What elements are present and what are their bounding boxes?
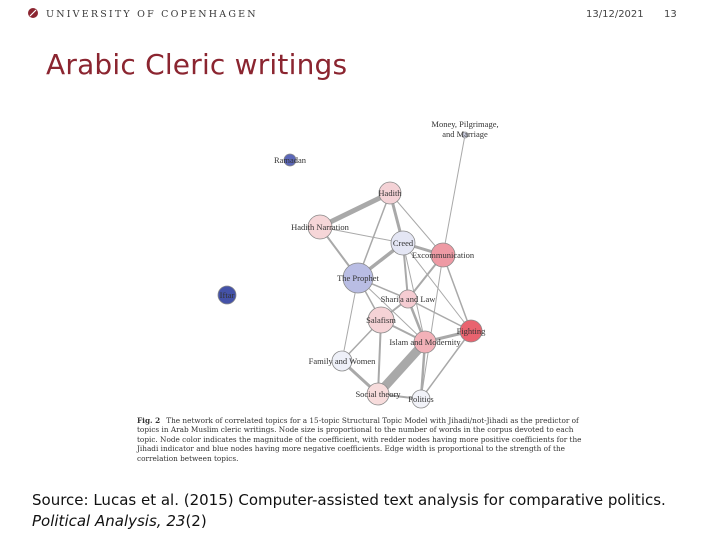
journal-name: Political Analysis, (32, 512, 162, 530)
node-label-sharia: Shari'a and Law (380, 294, 436, 304)
node-label-fighting: Fighting (456, 326, 486, 336)
node-label-prophet: The Prophet (337, 273, 379, 283)
node-label-excommunication: Excommunication (411, 250, 475, 260)
topic-network-diagram (130, 110, 600, 420)
university-name: UNIVERSITY OF COPENHAGEN (46, 9, 258, 20)
caption-text: The network of correlated topics for a 15-topic Structural Topic Model with Jihadi/not-Jihadi as the predictor of topics in Arab Muslim cleric writings. Node size is proportional to the number of words in the corpus devoted to each topic. Node color indicates the magnitude of the coefficient, with redder nodes having more positive coefficients for the Jihadi indicator and blue nodes having more negative coefficients. Edge width is proportional to the strength of the correlation between topics. (137, 416, 582, 463)
source-journal-line (32, 511, 712, 532)
node-label-hadith: Hadith (378, 188, 402, 198)
header (0, 0, 720, 30)
source-line: Source: Lucas et al. (2015) Computer-assisted text analysis for comparative politics. (32, 491, 666, 509)
node-label-family_women: Family and Women (308, 356, 376, 366)
university-logo-icon (26, 6, 40, 20)
slide-date: 13/12/2021 (586, 9, 644, 20)
node-label-politics: Politics (408, 394, 434, 404)
node-labels (220, 119, 499, 404)
slide-title: Arabic Cleric writings (46, 48, 348, 81)
node-label-islam_modernity: Islam and Modernity (389, 337, 461, 347)
node-label-ramadan: Ramadan (273, 155, 307, 165)
journal-issue: (2) (185, 512, 207, 530)
figure-caption (137, 416, 587, 463)
node-label-hadith_narration: Hadith Narration (291, 222, 349, 232)
nodes (218, 132, 482, 408)
node-label-social_theory: Social theory (355, 389, 401, 399)
edge-money-excommunication (443, 135, 465, 255)
node-label-money: Money, Pilgrimage, and Marriage (431, 119, 499, 139)
source-citation (32, 490, 712, 532)
edge-excommunication-politics (421, 255, 443, 399)
journal-volume: 23 (166, 512, 186, 530)
node-label-salafism: Salafism (366, 315, 396, 325)
node-label-iftar: Iftar (219, 290, 235, 300)
page-number: 13 (664, 9, 677, 20)
node-label-creed: Creed (392, 238, 414, 248)
caption-label: Fig. 2 (137, 416, 161, 425)
